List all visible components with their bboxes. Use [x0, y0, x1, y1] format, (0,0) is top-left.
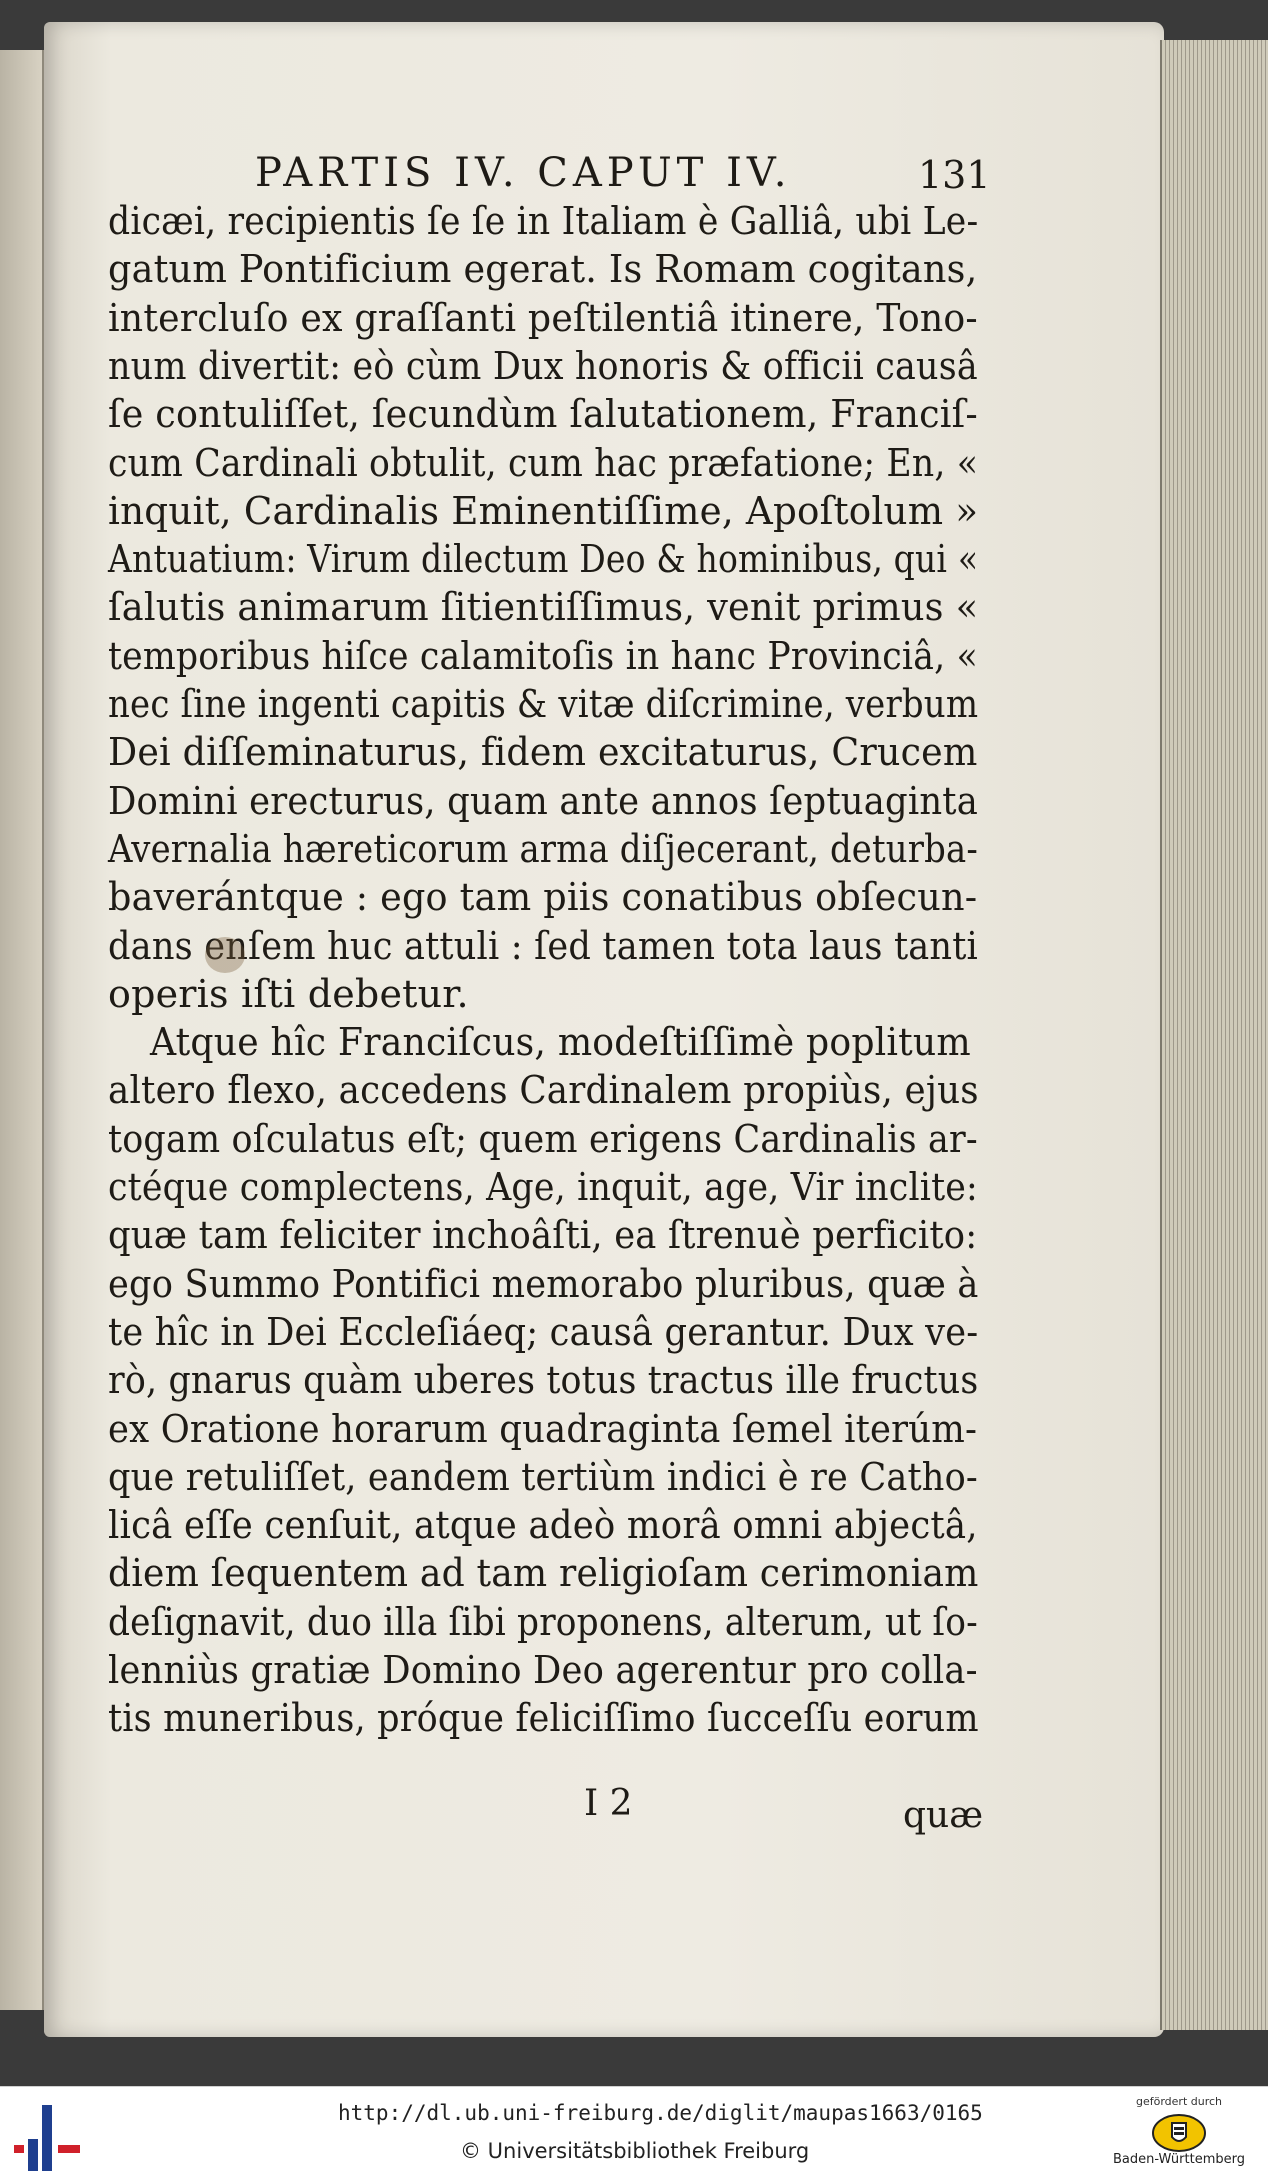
text-line: operis iſti debetur.	[108, 971, 469, 1016]
signature-mark: I 2	[584, 1783, 633, 1824]
text-line: que retuliſſet, eandem tertiùm indici è re Catho-	[108, 1454, 978, 1499]
ink-stain	[205, 937, 245, 973]
text-line: gatum Pontificium egerat. Is Romam cogitans,	[108, 247, 978, 292]
text-line: nec ſine ingenti capitis & vitæ diſcrimine, verbum	[108, 682, 979, 726]
text-line: ſe contuliſſet, ſecundùm ſalutationem, Franciſ-	[108, 392, 978, 437]
text-line: dicæi, recipientis ſe ſe in Italiam è Galliâ, ubi Le-	[108, 199, 979, 243]
text-line: tis muneribus, próque feliciſſimo ſucceſſu eorum	[108, 1696, 979, 1741]
text-line: Avernalia hæreticorum arma diſjecerant, deturba-	[108, 826, 978, 871]
text-line: dans enſem huc attuli : ſed tamen tota laus tanti	[108, 923, 978, 968]
text-line: intercluſo ex graſſanti peſtilentiâ itinere, Tono-	[108, 295, 978, 340]
page-edges	[1160, 40, 1268, 2030]
running-head: PARTIS IV. CAPUT IV.	[255, 150, 792, 196]
text-line: cum Cardinali obtulit, cum hac præfatione; En, «	[108, 440, 979, 485]
text-line: ex Oratione horarum quadraginta ſemel iterúm-	[108, 1406, 978, 1451]
text-line: baverántque : ego tam piis conatibus obſecun-	[108, 875, 978, 920]
text-line: ctéque complectens, Age, inquit, age, Vir inclite:	[108, 1165, 978, 1209]
sponsor-label: gefördert durch	[1135, 2095, 1223, 2108]
permalink-url[interactable]: http://dl.ub.uni-freiburg.de/diglit/maupas1663/0165	[338, 2101, 983, 2125]
text-line: ſalutis animarum ſitientiſſimus, venit primus «	[108, 585, 979, 630]
sponsor-badge	[1104, 2095, 1254, 2179]
text-line: Domini erecturus, quam ante annos ſeptuaginta	[108, 778, 978, 823]
sponsor-name: Baden-Württemberg	[1113, 2152, 1245, 2167]
baden-wuerttemberg-seal-icon	[1150, 2113, 1208, 2153]
text-line: quæ tam feliciter inchoâſti, ea ſtrenuè perficito:	[108, 1213, 978, 1258]
text-line: Antuatium: Virum dilectum Deo & hominibus, qui «	[108, 537, 979, 582]
text-line: licâ eſſe cenſuit, atque adeò morâ omni abjectâ,	[108, 1503, 978, 1548]
text-line: rò, gnarus quàm uberes totus tractus ille fructus	[108, 1358, 979, 1403]
text-line: togam oſculatus eſt; quem erigens Cardinalis ar-	[108, 1116, 978, 1161]
page-number: 131	[918, 153, 991, 197]
text-line: deſignavit, duo illa ſibi proponens, alterum, ut ſo-	[108, 1599, 978, 1644]
text-line: lenniùs gratiæ Domino Deo agerentur pro colla-	[108, 1648, 978, 1692]
text-line: ego Summo Pontifici memorabo pluribus, quæ à	[108, 1261, 979, 1306]
text-line: te hîc in Dei Eccleſiáeq; causâ gerantur. Dux ve-	[108, 1309, 979, 1354]
text-line: diem ſequentem ad tam religioſam cerimoniam	[108, 1551, 979, 1596]
left-page-edge	[0, 50, 44, 2010]
viewer-footer	[0, 2086, 1268, 2181]
text-line: inquit, Cardinalis Eminentiſſime, Apoſtolum »	[108, 488, 979, 533]
text-line: num divertit: eò cùm Dux honoris & officii causâ	[108, 343, 978, 388]
text-line: temporibus hiſce calamitoſis in hanc Provinciâ, «	[108, 633, 978, 678]
catchword: quæ	[903, 1795, 984, 1836]
text-line: altero flexo, accedens Cardinalem propiùs, ejus	[108, 1068, 979, 1113]
text-line: Atque hîc Franciſcus, modeſtiſſimè poplitum	[150, 1020, 971, 1065]
copyright-notice: © Universitätsbibliothek Freiburg	[460, 2139, 810, 2163]
text-line: Dei diſſeminaturus, fidem excitaturus, Crucem	[108, 730, 978, 775]
university-library-logo-icon	[14, 2105, 84, 2171]
